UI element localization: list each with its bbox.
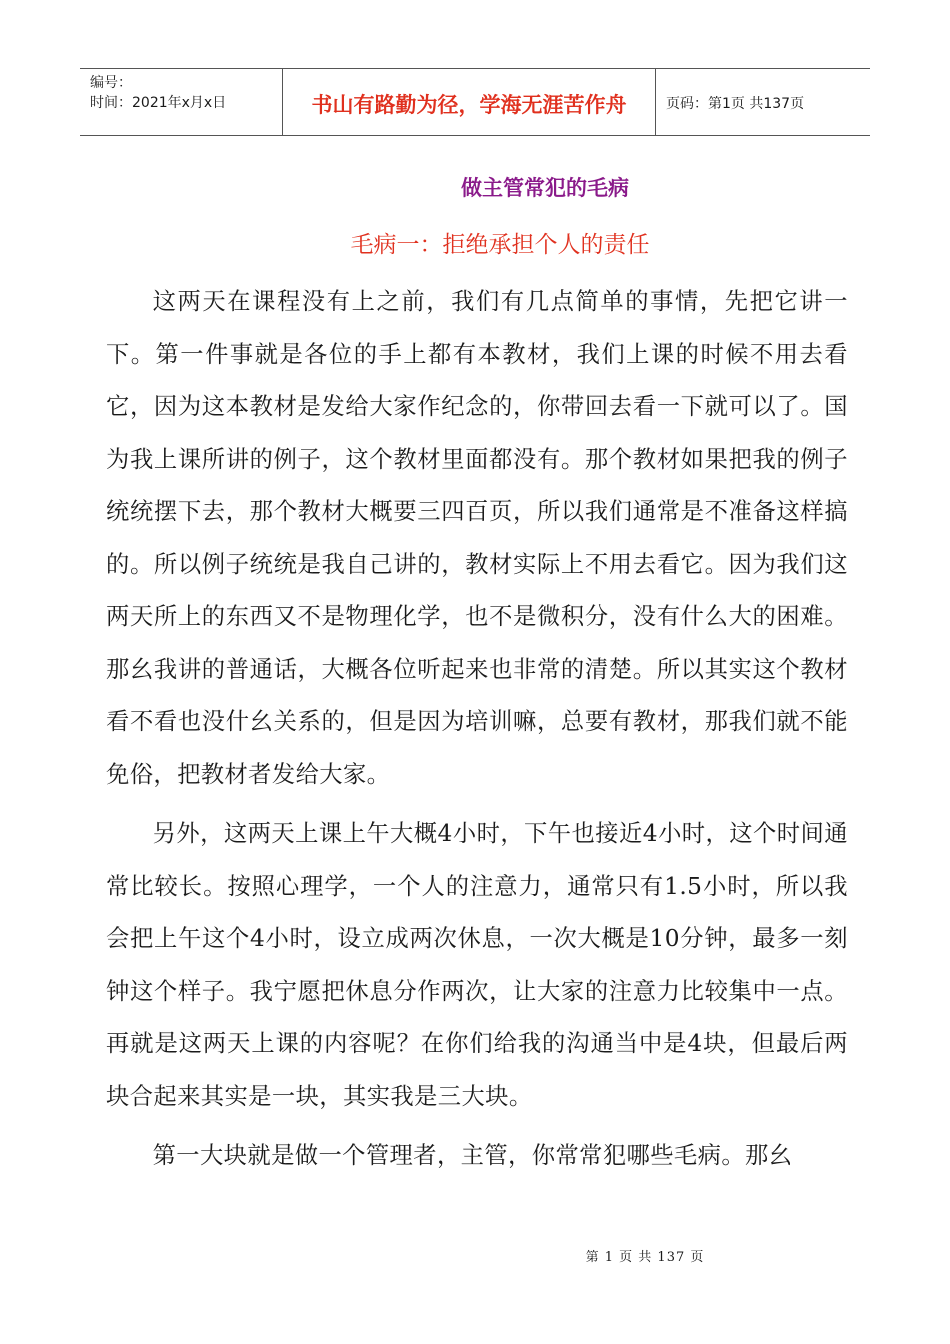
document-body	[106, 276, 848, 1190]
header-page-info: 页码：第1页 共137页	[666, 96, 805, 112]
page-footer: 第 1 页 共 137 页	[585, 1250, 705, 1265]
document-title: 做主管常犯的毛病	[461, 176, 629, 200]
header-table	[80, 68, 870, 136]
time-label: 时间：2021年x月x日	[90, 95, 227, 111]
number-label: 编号：	[90, 75, 132, 91]
paragraph: 另外，这两天上课上午大概4小时，下午也接近4小时，这个时间通常比较长。按照心理学，一个人的注意力，通常只有1.5小时，所以我会把上午这个4小时，设立成两次休息，一次大概是10分钟，最多一刻钟这个样子。我宁愿把休息分作两次，让大家的注意力比较集中一点。再就是这两天上课的内容呢？在你们给我的沟通当中是4块，但最后两块合起来其实是一块，其实我是三大块。	[106, 820, 848, 1110]
paragraph: 这两天在课程没有上之前，我们有几点简单的事情，先把它讲一下。第一件事就是各位的手上都有本教材，我们上课的时候不用去看它，因为这本教材是发给大家作纪念的，你带回去看一下就可以了。国为我上课所讲的例子，这个教材里面都没有。那个教材如果把我的例子统统摆下去，那个教材大概要三四百页，所以我们通常是不准备这样搞的。所以例子统统是我自己讲的，教材实际上不用去看它。因为我们这两天所上的东西又不是物理化学，也不是微积分，没有什么大的困难。那幺我讲的普通话，大概各位听起来也非常的清楚。所以其实这个教材看不看也没什幺关系的，但是因为培训嘛，总要有教材，那我们就不能免俗，把教材者发给大家。	[106, 288, 848, 788]
header-meta-cell	[80, 69, 283, 135]
paragraph: 第一大块就是做一个管理者，主管，你常常犯哪些毛病。那幺	[152, 1142, 793, 1169]
header-motto: 书山有路勤为径，学海无涯苦作舟	[283, 69, 656, 135]
section-subtitle: 毛病一：拒绝承担个人的责任	[350, 232, 650, 258]
